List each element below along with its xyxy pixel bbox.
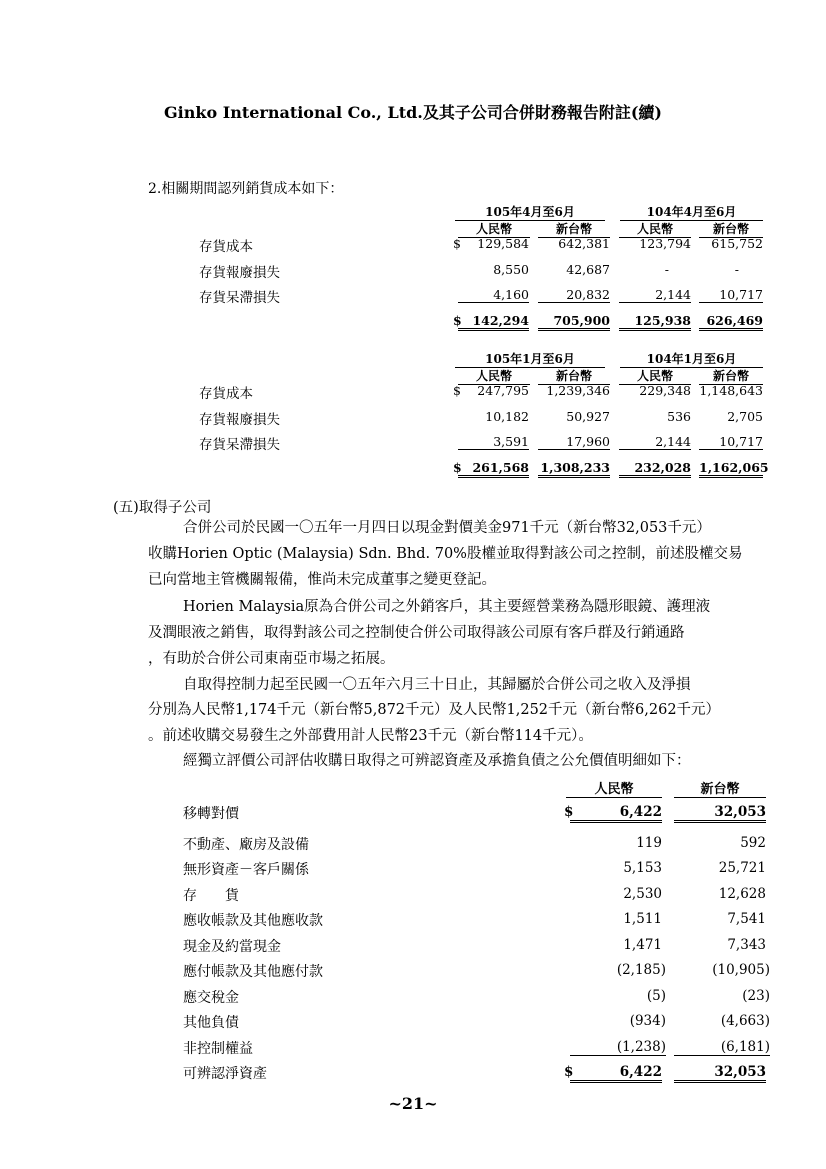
cell-value: (4,663) — [720, 1013, 770, 1029]
column-header: 新台幣 — [699, 367, 763, 385]
cell-value: 10,717 — [699, 434, 763, 450]
row-label: 不動產、廠房及設備 — [183, 837, 309, 853]
cell-value: 17,960 — [538, 434, 610, 450]
cell-value: 129,584 — [477, 236, 529, 251]
row-label: 存貨報廢損失 — [199, 412, 280, 428]
cell-value: 6,422 — [570, 804, 662, 823]
currency-symbol: $ — [453, 313, 462, 328]
cell-value: 1,239,346 — [546, 383, 610, 398]
cell-value: 10,182 — [485, 409, 529, 424]
cell-value: 20,832 — [538, 287, 610, 303]
paragraph-line: 。前述收購交易發生之外部費用計人民幣23千元（新台幣114千元）。 — [148, 728, 593, 744]
cell-value: 123,794 — [639, 236, 691, 251]
currency-symbol: $ — [564, 804, 574, 820]
page-number: ~21~ — [388, 1094, 438, 1113]
cell-value: (10,905) — [712, 962, 770, 978]
total-value: 232,028 — [619, 460, 691, 478]
row-label: 應交稅金 — [183, 990, 239, 1006]
column-header: 新台幣 — [699, 220, 763, 238]
column-header: 人民幣 — [619, 367, 691, 385]
cell-value: 12,628 — [718, 886, 766, 902]
cell-value: 642,381 — [558, 236, 610, 251]
paragraph-line: 及潤眼液之銷售，取得對該公司之控制使合併公司取得該公司原有客戶群及行銷通路 — [148, 625, 685, 641]
cell-value: 25,721 — [718, 860, 766, 876]
cell-value: (5) — [646, 988, 666, 1004]
cell-value: 10,717 — [699, 287, 763, 303]
row-label: 存 貨 — [183, 888, 239, 904]
section-5-heading: (五)取得子公司 — [113, 500, 212, 516]
row-label: 可辨認淨資產 — [183, 1066, 267, 1082]
cell-value: 2,144 — [619, 434, 691, 450]
currency-symbol: $ — [453, 460, 462, 475]
currency-symbol: $ — [453, 383, 461, 398]
row-label: 非控制權益 — [183, 1041, 253, 1057]
total-value: 125,938 — [619, 313, 691, 331]
section-2-heading: 2.相關期間認列銷貨成本如下： — [148, 181, 344, 197]
cell-value: 32,053 — [674, 804, 766, 823]
cell-value: (934) — [629, 1013, 666, 1029]
cell-value: 3,591 — [458, 434, 529, 450]
cell-value: 2,705 — [727, 409, 763, 424]
cell-value: (2,185) — [616, 962, 666, 978]
cell-value: 7,343 — [727, 937, 766, 953]
total-value: 705,900 — [538, 313, 610, 331]
column-header: 新台幣 — [674, 778, 766, 798]
cell-value: 247,795 — [477, 383, 529, 398]
cell-value: 592 — [740, 835, 766, 851]
column-header: 人民幣 — [619, 220, 691, 238]
currency-symbol: $ — [564, 1064, 574, 1080]
row-label: 存貨呆滯損失 — [199, 290, 280, 306]
paragraph-line: 收購Horien Optic (Malaysia) Sdn. Bhd. 70%股權並取得對該公司之控制，前述股權交易 — [148, 546, 743, 562]
cell-value: 1,511 — [623, 911, 662, 927]
cell-value: (6,181) — [674, 1039, 770, 1056]
cell-value: - — [664, 262, 669, 277]
group-header: 104年4月至6月 — [620, 203, 763, 221]
cell-value: 5,153 — [623, 860, 662, 876]
cell-value: 119 — [636, 835, 662, 851]
cell-value: - — [734, 262, 739, 277]
cell-value: (23) — [742, 988, 770, 1004]
total-value: 626,469 — [699, 313, 763, 331]
total-value: 142,294 — [458, 313, 529, 331]
paragraph-line: Horien Malaysia原為合併公司之外銷客戶，其主要經營業務為隱形眼鏡、護理液 — [183, 599, 711, 615]
cell-value: (1,238) — [570, 1039, 666, 1056]
cell-value: 615,752 — [711, 236, 763, 251]
column-header: 新台幣 — [538, 367, 610, 385]
row-label: 應付帳款及其他應付款 — [183, 964, 323, 980]
cell-value: 8,550 — [493, 262, 529, 277]
cell-value: 1,471 — [623, 937, 662, 953]
total-value: 261,568 — [458, 460, 529, 478]
cell-value: 42,687 — [566, 262, 610, 277]
group-header: 105年1月至6月 — [455, 350, 605, 368]
total-value: 1,162,065 — [699, 460, 763, 478]
cell-value: 2,144 — [619, 287, 691, 303]
column-header: 人民幣 — [458, 367, 530, 385]
paragraph-line: 分別為人民幣1,174千元（新台幣5,872千元）及人民幣1,252千元（新台幣6,262千元） — [148, 702, 721, 718]
paragraph-line: 合併公司於民國一〇五年一月四日以現金對價美金971千元（新台幣32,053千元） — [183, 520, 711, 536]
total-value: 6,422 — [570, 1064, 662, 1083]
paragraph-line: 自取得控制力起至民國一〇五年六月三十日止，其歸屬於合併公司之收入及淨損 — [183, 677, 691, 693]
cell-value: 50,927 — [566, 409, 610, 424]
paragraph-line: ，有助於合併公司東南亞市場之拓展。 — [148, 651, 395, 667]
row-label: 存貨成本 — [199, 386, 253, 402]
row-label: 現金及約當現金 — [183, 939, 281, 955]
paragraph-line: 已向當地主管機關報備，惟尚未完成董事之變更登記。 — [148, 572, 496, 588]
column-header: 人民幣 — [566, 778, 662, 798]
page-title: Ginko International Co., Ltd.及其子公司合併財務報告附註(續) — [164, 103, 662, 122]
row-label: 存貨呆滯損失 — [199, 437, 280, 453]
row-label: 移轉對價 — [183, 806, 239, 822]
cell-value: 229,348 — [639, 383, 691, 398]
cell-value: 2,530 — [623, 886, 662, 902]
column-header: 新台幣 — [538, 220, 610, 238]
paragraph-line: 經獨立評價公司評估收購日取得之可辨認資產及承擔負債之公允價值明細如下： — [183, 753, 691, 769]
group-header: 105年4月至6月 — [455, 203, 605, 221]
currency-symbol: $ — [453, 236, 461, 251]
group-header: 104年1月至6月 — [620, 350, 763, 368]
row-label: 存貨報廢損失 — [199, 265, 280, 281]
row-label: 其他負債 — [183, 1015, 239, 1031]
row-label: 存貨成本 — [199, 239, 253, 255]
cell-value: 4,160 — [458, 287, 529, 303]
total-value: 32,053 — [674, 1064, 766, 1083]
cell-value: 1,148,643 — [699, 383, 763, 398]
row-label: 應收帳款及其他應收款 — [183, 913, 323, 929]
cell-value: 7,541 — [727, 911, 766, 927]
cell-value: 536 — [667, 409, 691, 424]
column-header: 人民幣 — [458, 220, 530, 238]
row-label: 無形資產－客戶關係 — [183, 862, 309, 878]
total-value: 1,308,233 — [538, 460, 610, 478]
